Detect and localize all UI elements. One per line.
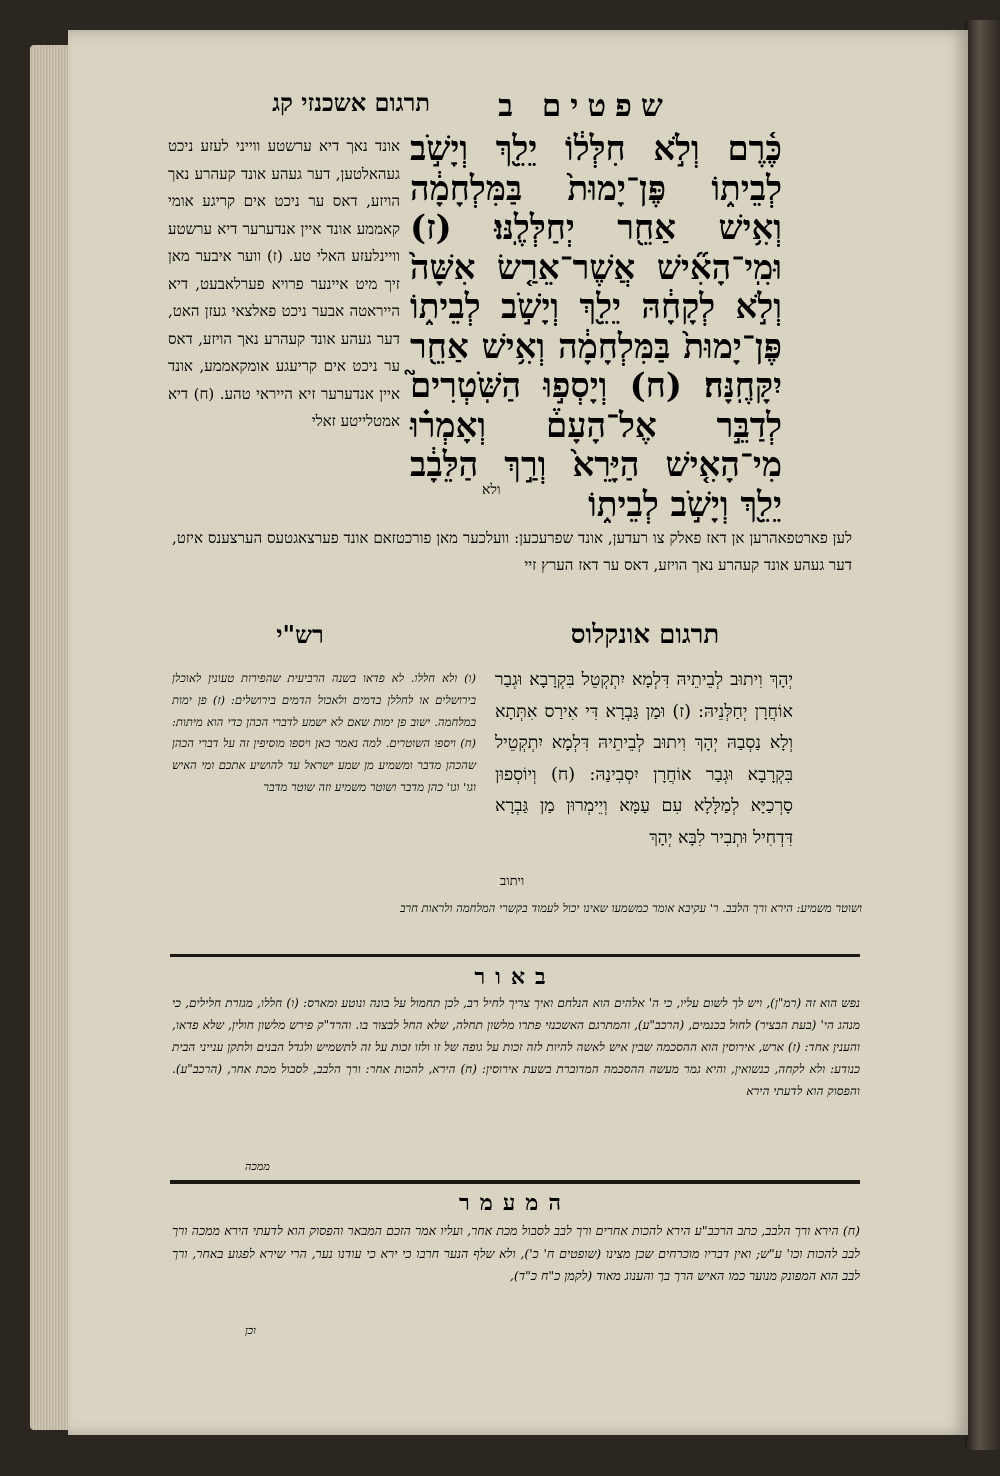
hebrew-verse-text: כֶּ֫רֶם וְלֹ֣א חִלְּל֔וֹ יֵלֵ֖ךְ וְיָשֹׁ֣ב לְבֵית֑וֹ פֶּן־יָמוּת֙ בַּמִּלְחָמָ֔ה וְאִ֥ישׁ אַחֵ֖ר יְחַלְּלֶֽנּוּ׃ (ז) וּמִֽי־הָאִ֞ישׁ אֲשֶׁר־אֵרַ֤שׂ אִשָּׁה֙ וְלֹ֣א לְקָחָ֔הּ יֵלֵ֖ךְ וְיָשֹׁ֣ב לְבֵית֑וֹ פֶּן־יָמוּת֙ בַּמִּלְחָמָ֔ה וְאִ֥ישׁ אַחֵ֖ר יִקָּחֶֽנָּה׃ (ח) וְיָסְפ֣וּ הַשֹּֽׁטְרִים֮ לְדַבֵּ֣ר אֶל־הָעָם֒ וְאָמְר֗וּ מִי־הָאִ֤ישׁ הַיָּרֵא֙ וְרַ֣ךְ הַלֵּבָ֔ב יֵלֵ֖ךְ וְיָשֹׁ֣ב לְבֵית֑וֹ bbox=[410, 129, 782, 525]
measef-catchword: וכן bbox=[245, 1324, 256, 1337]
section-divider bbox=[170, 954, 860, 957]
biur-text: נפש הוא זה (רמ"ן), ויש לך לשום עליו, כי ה' אלהים הוא הנלחם ואיך צריך לחיל רב, לכן תחמול על בונה ונוטע ומארס: (ו) חללו, מגזרת חלילים, כי מנהג הי' (בעת הבציר) לחול בכנמים, (הרכב"ע), והמתרגם האשכנזי פתרו מלשון תחלה, שלא החל לבצור בו. והרד"ק פירש מלשון חולין, שלא פדאו, והענין אחד: (ז) ארש, אירוסין הוא ההסכמה שבין איש לאשה להיות לזה זכות על גופה של זו ולזו זכות על זה לתשמיש ולגדל הבנים ולתקן ענייני הבית כנודע: ולא לקחה, כנשואין, והיא גמר מעשה ההסכמה המדוברת בשעת אירוסין: (ח) הירא, להכות אחר: ורך הלבב, לסבול מכת אחר, (הרכב"ע). והפסוק הוא לדעתי הירא bbox=[172, 996, 860, 1098]
yiddish-translation-column: אונד נאך דיא ערשטע ווייני לעזע ניכט געהאלטען, דער געהע אונד קעהרע נאך הויזע, דאס ער ניכט אים קריגע אומי קאממע אונד איין אנדערער דיא ערשטע וויינלעזע האלי טע. (ז) ווער איבער מאן זיך מיט איינער פרויא פערלאבעט, דיא הייראטה אבער ניכט פאלצאי געזן האט, דער געהע אונד קעהרע נאך הויזע, דאס ער ניכט אים קריעגע אומקאממע, אונד איין אנדערער זיא הייראי טהע. (ח) דיא אמטלייטע זאלי bbox=[168, 137, 400, 430]
biur-catchword: ממכה bbox=[245, 1160, 270, 1173]
yiddish-translation-continuation: לען פארטפאהרען אן דאז פאלק צו רעדען, אונד שפרעכען: וועלכער מאן פורכטזאם אונד פערצאגטעס הערצענס איזט, דער געהע אונד קעהרע נאך הויזע, דאס ער דאז הערץ זיי bbox=[172, 529, 852, 574]
measef-heading: המעמר bbox=[459, 1190, 571, 1216]
book-spine bbox=[965, 20, 1000, 1450]
page-edges bbox=[30, 45, 70, 1430]
rashi-heading: רש"י bbox=[276, 620, 324, 649]
onkelos-catchword: ויתוב bbox=[500, 874, 525, 889]
hebrew-catchword: ולא bbox=[482, 482, 501, 498]
measef-text: (ח) הירא ורך הלבב, כתב הרכב"ע הירא להכות אחרים ורך לבב לסבול מכת אחר, ועליו אמר הזכם המבאר והפסוק הוא לדעתי הירא ממכה ורך לבב להכות וכו' ע"ש; ואין דבריו מוכרחים שכן מצינו (שופטים ח' כ'), ולא שלף הנער חרבו כי ירא כי עודנו נער, הרי שירא לפגוע באחר, ורך לבב הוא המפונק מנוער כמו האיש הרך בך והענוג מאוד (לקמן כ"ח כ"ד), bbox=[172, 1223, 860, 1283]
section-divider bbox=[170, 1180, 860, 1184]
running-head-left: תרגום אשכנזי קג bbox=[272, 88, 430, 117]
rashi-continuation: ושוטר משמיע: הירא ורך הלבב. ר' עקיבא אומר כמשמעו שאינו יכול לעמוד בקשרי המלחמה ולראות חרב bbox=[399, 901, 862, 915]
onkelos-heading: תרגום אונקלוס bbox=[570, 620, 720, 650]
onkelos-text: יְהָךְ וִיתוּב לְבֵיתֵיהּ דִּלְמָא יִתְקְטֵל בִּקְרָבָא וּגְבַר אוֹחֲרָן יְחַלְּנֵיהּ: (ז) וּמַן גַּבְרָא דִּי אִירַס אִתְּתָא וְלָא נַסְבַהּ יְהָךְ וִיתוּב לְבֵיתֵיהּ דִּלְמָא יִתְקְטֵיל בִּקְרָבָא וּגְבַר אוֹחֲרָן יִסְבִינַהּ: (ח) וְיוֹסְפוּן סָרְכַיָּא לְמַלָּלָא עִם עַמָּא וְיֵימְרוּן מַן גַּבְרָא דִּדְחִיל וּתְבִיר לִבָּא יְהָךְ bbox=[495, 670, 793, 848]
biur-heading: באור bbox=[474, 964, 556, 990]
running-head-right: שפטים ב bbox=[498, 88, 672, 124]
rashi-text: (ו) ולא חללו. לא פדאו בשנה הרביעית שהפירות טעונין לאוכלן בירושלים או לחללן בדמים ולאכול הדמים בירושלים: (ז) פן ימות במלחמה. ישוב פן ימות שאם לא ישמע לדברי הכהן כדי הוא מיתות: (ח) ויספו השוטרים. למה נאמר כאן ויספו מוסיפין זה על דברי הכהן שהכהן מדבר ומשמיע מן שמע ישראל עד להושיע אתכם ומי האיש וגו' וגו' כהן מדבר ושוטר משמיע וזה שוטר מדבר bbox=[172, 671, 476, 794]
